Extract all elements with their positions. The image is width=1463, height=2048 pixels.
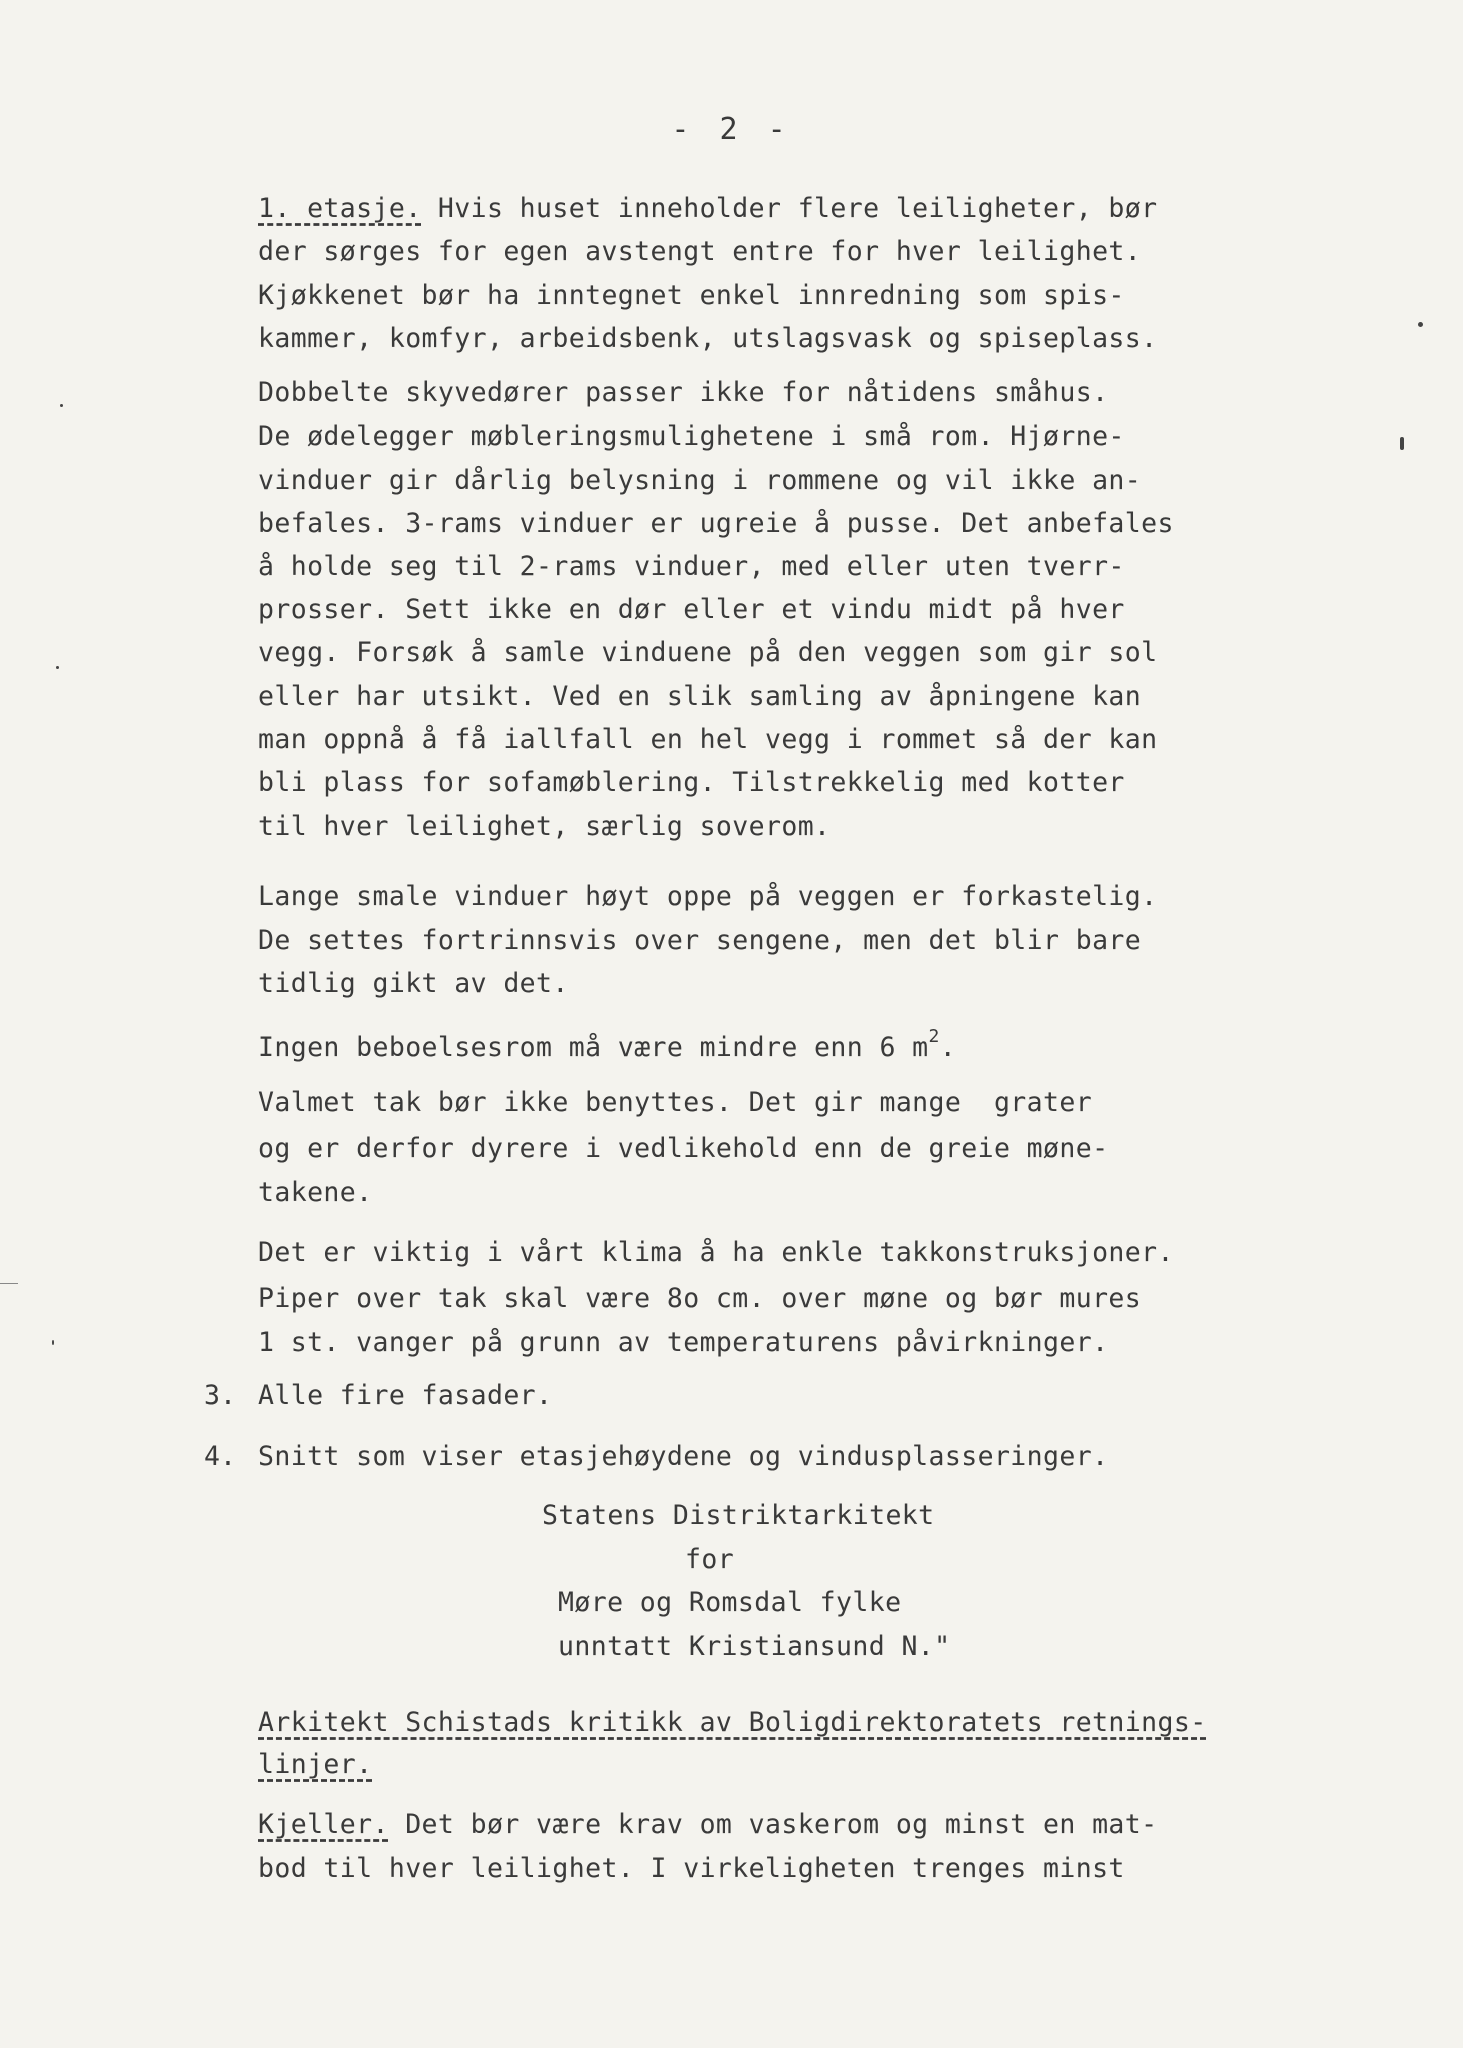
list-item-4-number: 4.	[204, 1441, 236, 1472]
list-item-3-number: 3.	[204, 1380, 236, 1411]
paragraph-3-line-1: Lange smale vinduer høyt oppe på veggen er forkastelig.	[258, 881, 1158, 912]
paragraph-2-line-7: vegg. Forsøk å samle vinduene på den veggen som gir sol	[258, 637, 1158, 668]
kjeller-heading: Kjeller.	[258, 1809, 389, 1840]
section-1-line-3: Kjøkkenet bør ha inntegnet enkel innredning som spis-	[258, 280, 1125, 311]
paragraph-4-superscript: 2	[928, 1026, 940, 1047]
paragraph-2-line-5: å holde seg til 2-rams vinduer, med eller uten tverr-	[258, 551, 1125, 582]
paragraph-4-end: .	[939, 1031, 957, 1063]
paragraph-2-line-10: bli plass for sofamøblering. Tilstrekkelig med kotter	[258, 767, 1125, 798]
list-item-3-text: Alle fire fasader.	[258, 1380, 553, 1411]
scan-dot	[52, 1340, 54, 1345]
critique-heading-line-2: linjer.	[258, 1749, 373, 1780]
paragraph-2-line-11: til hver leilighet, særlig soverom.	[258, 811, 831, 842]
section-1-text-1: Hvis huset inneholder flere leiligheter, bør	[421, 193, 1158, 224]
paragraph-3-line-2: De settes fortrinnsvis over sengene, men det blir bare	[258, 925, 1142, 956]
kjeller-text-1: Det bør være krav om vaskerom og minst en mat-	[388, 1809, 1158, 1840]
paragraph-3-line-3: tidlig gikt av det.	[258, 968, 569, 999]
page-number: - 2 -	[671, 112, 792, 147]
section-1-heading: 1. etasje.	[258, 193, 422, 224]
section-1-line-2: der sørges for egen avstengt entre for hver leilighet.	[258, 236, 1142, 267]
paragraph-5-line-3: takene.	[258, 1177, 373, 1208]
list-item-4-text: Snitt som viser etasjehøydene og vindusplasseringer.	[258, 1441, 1109, 1472]
paragraph-6-line-2: Piper over tak skal være 8o cm. over møne og bør mures	[258, 1283, 1142, 1314]
paragraph-2-line-9: man oppnå å få iallfall en hel vegg i rommet så der kan	[258, 724, 1158, 755]
paragraph-6-line-1: Det er viktig i vårt klima å ha enkle takkonstruksjoner.	[258, 1237, 1174, 1268]
paragraph-5-line-2: og er derfor dyrere i vedlikehold enn de greie møne-	[258, 1133, 1109, 1164]
signature-line-2: for	[685, 1544, 735, 1575]
section-1-line-4: kammer, komfyr, arbeidsbenk, utslagsvask og spiseplass.	[258, 323, 1158, 354]
paragraph-4-line	[258, 1026, 957, 1063]
scan-dot	[1400, 437, 1404, 450]
critique-heading-line-1: Arkitekt Schistads kritikk av Boligdirektoratets retnings-	[258, 1707, 1207, 1738]
paragraph-2-line-1: Dobbelte skyvedører passer ikke for nåtidens småhus.	[258, 377, 1109, 408]
paragraph-2-line-4: befales. 3-rams vinduer er ugreie å pusse. Det anbefales	[258, 508, 1174, 539]
paragraph-5-line-1: Valmet tak bør ikke benyttes. Det gir mange grater	[258, 1087, 1093, 1118]
scan-dot	[60, 404, 63, 407]
scan-dot	[56, 666, 59, 669]
kjeller-line-2: bod til hver leilighet. I virkeligheten trenges minst	[258, 1853, 1125, 1884]
paragraph-6-line-3: 1 st. vanger på grunn av temperaturens påvirkninger.	[258, 1327, 1109, 1358]
paragraph-4-text: Ingen beboelsesrom må være mindre enn 6 m	[258, 1031, 929, 1063]
paragraph-2-line-8: eller har utsikt. Ved en slik samling av åpningene kan	[258, 681, 1142, 712]
paragraph-2-line-3: vinduer gir dårlig belysning i rommene og vil ikke an-	[258, 465, 1142, 496]
paragraph-2-line-6: prosser. Sett ikke en dør eller et vindu midt på hver	[258, 594, 1125, 625]
paragraph-2-line-2: De ødelegger møbleringsmulighetene i små rom. Hjørne-	[258, 421, 1125, 452]
scan-dot	[1418, 322, 1423, 327]
kjeller-line-1	[258, 1809, 1158, 1840]
signature-line-1: Statens Distriktarkitekt	[542, 1500, 935, 1531]
signature-line-4: unntatt Kristiansund N."	[558, 1631, 951, 1662]
section-1-line-1	[258, 193, 1158, 224]
scan-edge-line	[0, 1283, 18, 1284]
signature-line-3: Møre og Romsdal fylke	[558, 1587, 902, 1618]
